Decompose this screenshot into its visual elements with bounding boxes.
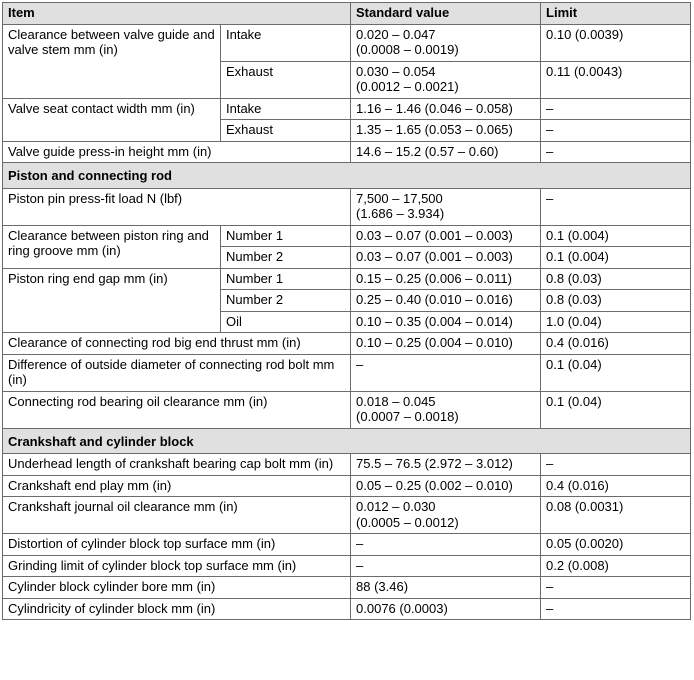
limit-cell: 0.10 (0.0039) — [541, 24, 691, 61]
table-row — [3, 454, 691, 476]
standard-value-cell: 0.25 – 0.40 (0.010 – 0.016) — [351, 290, 541, 312]
limit-cell: – — [541, 120, 691, 142]
limit-cell: 0.4 (0.016) — [541, 475, 691, 497]
table-row — [3, 188, 691, 225]
limit-cell: 0.1 (0.04) — [541, 354, 691, 391]
limit-cell: 0.4 (0.016) — [541, 333, 691, 355]
subitem-cell: Oil — [221, 311, 351, 333]
table-row — [3, 225, 691, 247]
standard-value-cell: 1.35 – 1.65 (0.053 – 0.065) — [351, 120, 541, 142]
item-cell: Clearance between piston ring and ring groove mm (in) — [3, 225, 221, 268]
item-cell: Crankshaft journal oil clearance mm (in) — [3, 497, 351, 534]
limit-cell: – — [541, 141, 691, 163]
limit-cell: 0.08 (0.0031) — [541, 497, 691, 534]
table-header — [3, 3, 691, 25]
item-cell: Distortion of cylinder block top surface mm (in) — [3, 534, 351, 556]
subitem-cell: Exhaust — [221, 61, 351, 98]
standard-value-cell: 88 (3.46) — [351, 577, 541, 599]
table-row — [3, 475, 691, 497]
item-cell: Difference of outside diameter of connecting rod bolt mm (in) — [3, 354, 351, 391]
standard-value-cell: 0.0076 (0.0003) — [351, 598, 541, 620]
standard-value-cell: 0.10 – 0.25 (0.004 – 0.010) — [351, 333, 541, 355]
limit-cell: 0.1 (0.04) — [541, 391, 691, 428]
table-row — [3, 497, 691, 534]
table-row — [3, 24, 691, 61]
table-row — [3, 555, 691, 577]
table-row — [3, 391, 691, 428]
table-row — [3, 141, 691, 163]
section-title: Piston and connecting rod — [3, 163, 691, 189]
standard-value-cell: 0.012 – 0.030 (0.0005 – 0.0012) — [351, 497, 541, 534]
table-row — [3, 268, 691, 290]
limit-cell: 0.8 (0.03) — [541, 268, 691, 290]
table-row — [3, 333, 691, 355]
subitem-cell: Number 1 — [221, 225, 351, 247]
table-row — [3, 598, 691, 620]
item-cell: Cylinder block cylinder bore mm (in) — [3, 577, 351, 599]
standard-value-cell: 7,500 – 17,500 (1.686 – 3.934) — [351, 188, 541, 225]
limit-cell: 0.1 (0.004) — [541, 247, 691, 269]
item-cell: Valve guide press-in height mm (in) — [3, 141, 351, 163]
limit-cell: – — [541, 188, 691, 225]
subitem-cell: Number 2 — [221, 290, 351, 312]
standard-value-cell: – — [351, 555, 541, 577]
standard-value-cell: 75.5 – 76.5 (2.972 – 3.012) — [351, 454, 541, 476]
header-limit: Limit — [541, 3, 691, 25]
item-cell: Grinding limit of cylinder block top surface mm (in) — [3, 555, 351, 577]
subitem-cell: Number 1 — [221, 268, 351, 290]
subitem-cell: Intake — [221, 98, 351, 120]
item-cell: Clearance between valve guide and valve stem mm (in) — [3, 24, 221, 98]
limit-cell: 0.11 (0.0043) — [541, 61, 691, 98]
standard-value-cell: 14.6 – 15.2 (0.57 – 0.60) — [351, 141, 541, 163]
limit-cell: – — [541, 598, 691, 620]
limit-cell: 0.05 (0.0020) — [541, 534, 691, 556]
limit-cell: – — [541, 577, 691, 599]
item-cell: Cylindricity of cylinder block mm (in) — [3, 598, 351, 620]
section-title: Crankshaft and cylinder block — [3, 428, 691, 454]
item-cell: Crankshaft end play mm (in) — [3, 475, 351, 497]
standard-value-cell: 0.10 – 0.35 (0.004 – 0.014) — [351, 311, 541, 333]
limit-cell: – — [541, 98, 691, 120]
standard-value-cell: 0.018 – 0.045 (0.0007 – 0.0018) — [351, 391, 541, 428]
standard-value-cell: 0.15 – 0.25 (0.006 – 0.011) — [351, 268, 541, 290]
header-row — [3, 3, 691, 25]
subitem-cell: Number 2 — [221, 247, 351, 269]
item-cell: Connecting rod bearing oil clearance mm (in) — [3, 391, 351, 428]
standard-value-cell: 0.020 – 0.047 (0.0008 – 0.0019) — [351, 24, 541, 61]
table-row — [3, 534, 691, 556]
limit-cell: 0.1 (0.004) — [541, 225, 691, 247]
table-row — [3, 98, 691, 120]
section-row — [3, 428, 691, 454]
standard-value-cell: 0.05 – 0.25 (0.002 – 0.010) — [351, 475, 541, 497]
table-row — [3, 577, 691, 599]
standard-value-cell: 0.03 – 0.07 (0.001 – 0.003) — [351, 225, 541, 247]
standard-value-cell: 0.03 – 0.07 (0.001 – 0.003) — [351, 247, 541, 269]
header-standard-value: Standard value — [351, 3, 541, 25]
limit-cell: 1.0 (0.04) — [541, 311, 691, 333]
subitem-cell: Exhaust — [221, 120, 351, 142]
standard-value-cell: 0.030 – 0.054 (0.0012 – 0.0021) — [351, 61, 541, 98]
standard-value-cell: – — [351, 354, 541, 391]
item-cell: Underhead length of crankshaft bearing cap bolt mm (in) — [3, 454, 351, 476]
table-body — [3, 24, 691, 620]
item-cell: Piston pin press-fit load N (lbf) — [3, 188, 351, 225]
standard-value-cell: – — [351, 534, 541, 556]
item-cell: Valve seat contact width mm (in) — [3, 98, 221, 141]
standard-value-cell: 1.16 – 1.46 (0.046 – 0.058) — [351, 98, 541, 120]
item-cell: Piston ring end gap mm (in) — [3, 268, 221, 333]
limit-cell: 0.8 (0.03) — [541, 290, 691, 312]
section-row — [3, 163, 691, 189]
item-cell: Clearance of connecting rod big end thrust mm (in) — [3, 333, 351, 355]
limit-cell: – — [541, 454, 691, 476]
subitem-cell: Intake — [221, 24, 351, 61]
table-row — [3, 354, 691, 391]
header-item: Item — [3, 3, 351, 25]
limit-cell: 0.2 (0.008) — [541, 555, 691, 577]
spec-table — [2, 2, 691, 620]
